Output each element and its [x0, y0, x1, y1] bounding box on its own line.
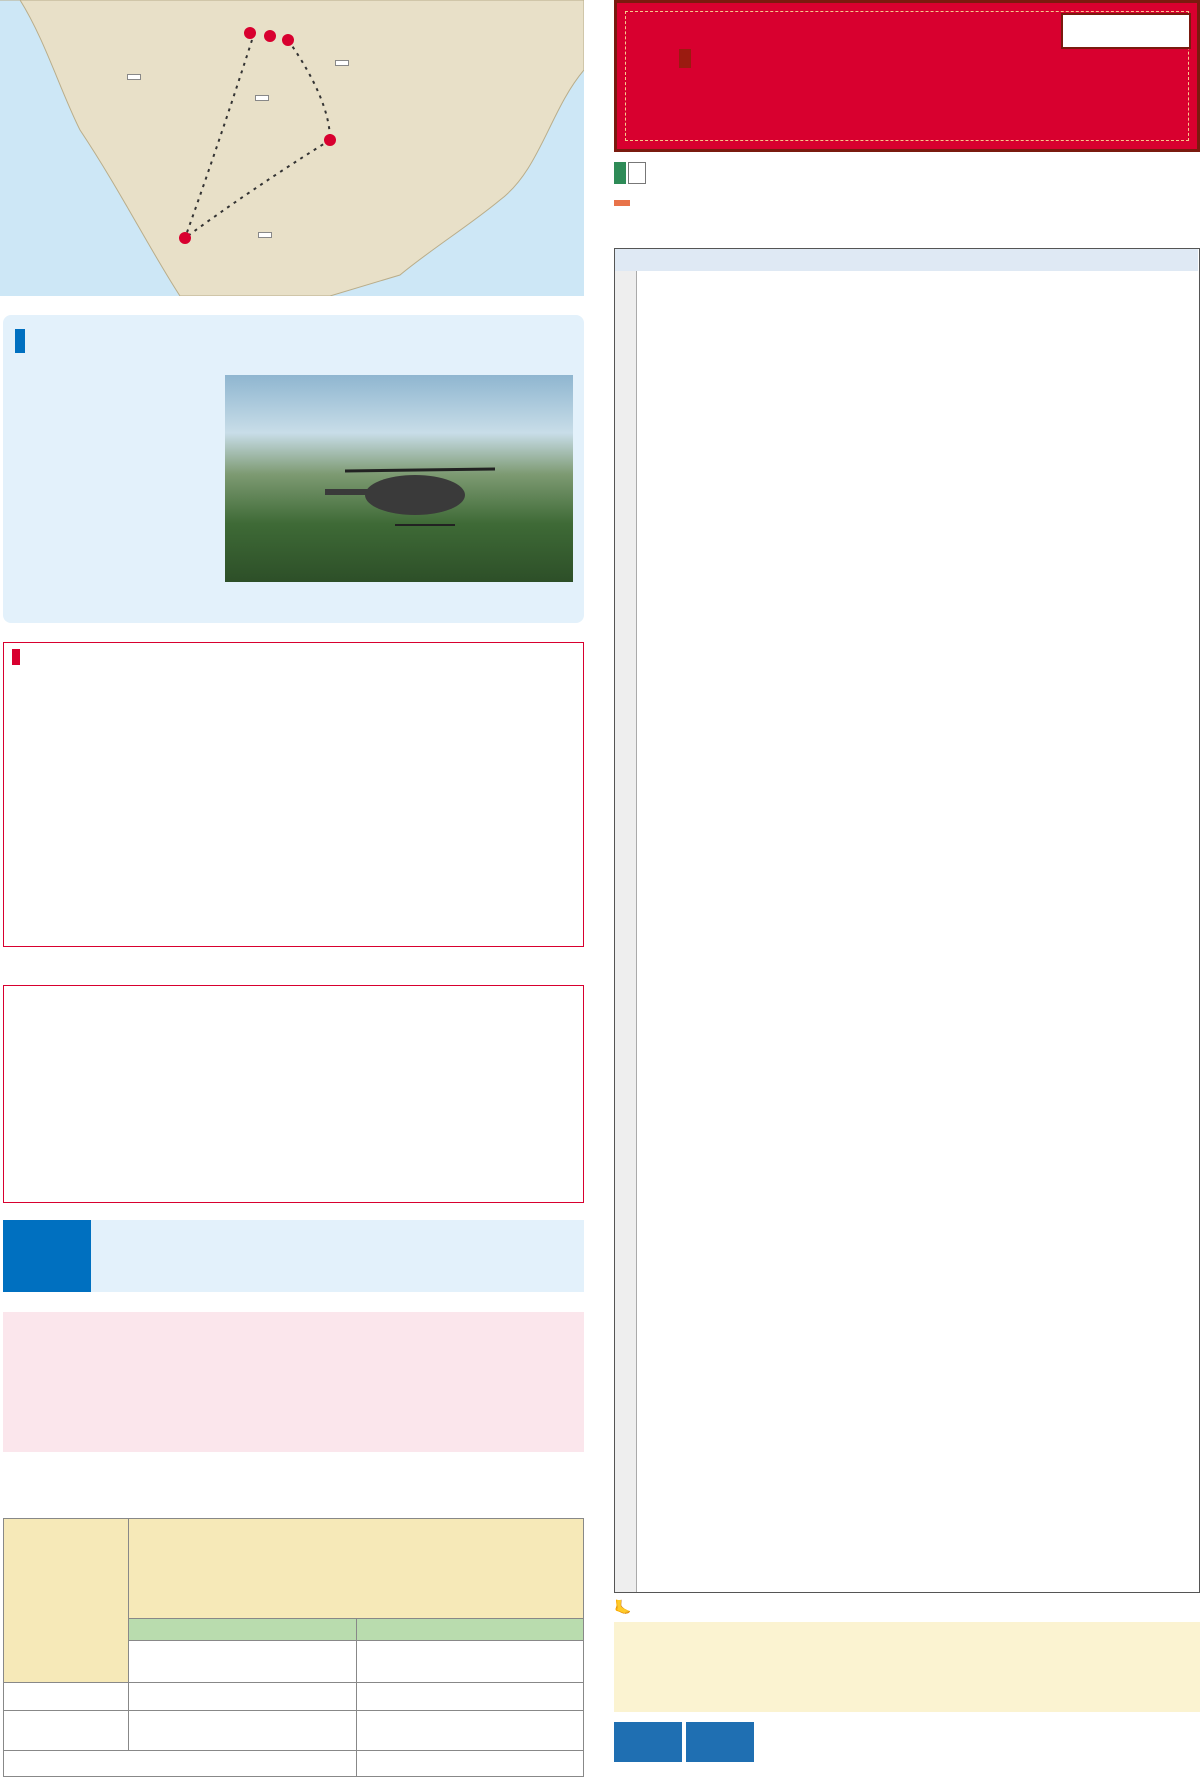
notice-box: [3, 642, 584, 947]
single-b: [356, 1711, 584, 1751]
tour-conditions: [614, 1622, 1200, 1712]
band-south-africa: [615, 949, 637, 1593]
country-namibia: [127, 74, 141, 80]
walk-mark-note: 🦶: [614, 1600, 632, 1616]
price-a: [129, 1683, 357, 1711]
right-column: [614, 0, 1200, 1769]
map-label-johannesburg: [332, 160, 343, 176]
band-botswana-2: [615, 659, 637, 759]
price-head: [129, 1519, 584, 1619]
route-map: [0, 0, 584, 296]
fuel-row-label: [4, 1751, 357, 1777]
map-land: [0, 0, 584, 296]
isapon-icon: [614, 1722, 682, 1762]
passport-visa-box: [3, 985, 584, 1203]
business-class: [679, 49, 697, 68]
band-namibia: [615, 449, 637, 659]
luggage-service: [614, 1718, 1200, 1769]
optional-tour-box: [3, 315, 584, 623]
single-label: [4, 1711, 129, 1751]
helicopter-icon: [225, 375, 573, 582]
band-country: [615, 271, 637, 299]
marker-cape-town: [179, 232, 191, 244]
helicopter-photo: [225, 375, 573, 582]
domestic-flight-box: [3, 1220, 584, 1292]
price-table: [3, 1518, 584, 1777]
col-date: [4, 1519, 129, 1683]
price-b: [356, 1683, 584, 1711]
itinerary-head: [615, 249, 1198, 271]
fuel-value: [356, 1751, 584, 1777]
type-b: [356, 1619, 584, 1641]
country-south-africa: [258, 232, 272, 238]
band-zimbabwe: [615, 759, 637, 949]
country-botswana: [255, 95, 269, 101]
map-label-chobe-park: [315, 8, 326, 24]
left-column: [0, 0, 590, 1769]
map-label-chobe-river: [78, 8, 89, 24]
room-b: [356, 1641, 584, 1683]
limit-badge: [1061, 13, 1191, 49]
depart-date: [4, 1683, 129, 1711]
map-label-cape-town: [212, 264, 223, 280]
itinerary: [614, 248, 1200, 1593]
map-label-victoria-falls: [305, 30, 316, 46]
luggage-icon: [686, 1722, 754, 1762]
marker-johannesburg: [324, 134, 336, 146]
insurance-box: [3, 1312, 584, 1452]
tour-code: [614, 164, 646, 188]
walk-guide: [614, 198, 1200, 240]
tour-header: [614, 0, 1200, 152]
type-a: [129, 1619, 357, 1641]
marker-victoria-falls: [282, 34, 294, 46]
marker-chobe-park: [264, 30, 276, 42]
single-a: [129, 1711, 357, 1751]
domestic-head: [3, 1220, 91, 1292]
walk-tag: [614, 200, 630, 206]
optional-tour-title: [15, 329, 33, 353]
marker-chobe-river: [244, 27, 256, 39]
country-zimbabwe: [335, 60, 349, 66]
band-botswana: [615, 299, 637, 449]
notice-tag: [12, 649, 20, 665]
room-a: [129, 1641, 357, 1683]
